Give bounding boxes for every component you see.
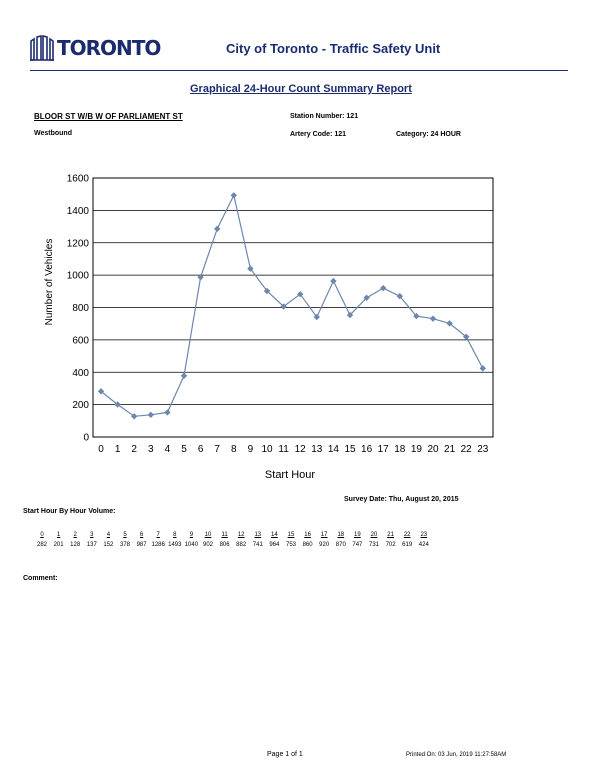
data-point — [380, 285, 386, 291]
category-label: Category: — [396, 131, 429, 138]
y-tick-label: 1000 — [66, 270, 89, 282]
y-tick-label: 600 — [72, 335, 89, 347]
series-line — [101, 195, 483, 416]
y-tick-label: 1400 — [66, 205, 89, 217]
data-point — [231, 192, 237, 198]
artery-label: Artery Code: — [290, 131, 333, 138]
station-label: Station Number: — [290, 113, 345, 120]
volume-value: 860 — [302, 542, 313, 548]
x-tick-label: 0 — [98, 444, 104, 455]
survey-date — [344, 496, 459, 503]
x-tick-label: 6 — [197, 444, 204, 455]
x-tick-label: 9 — [247, 444, 254, 455]
y-tick-label: 1600 — [66, 173, 89, 185]
x-tick-label: 13 — [311, 444, 323, 455]
x-tick-label: 14 — [327, 444, 339, 455]
volume-hour: 16 — [304, 532, 311, 538]
volume-hour: 2 — [73, 532, 77, 538]
x-tick-label: 15 — [344, 444, 356, 455]
data-point — [214, 226, 220, 232]
direction: Westbound — [34, 130, 72, 137]
volume-hour: 3 — [90, 532, 94, 538]
y-tick-labels — [67, 174, 90, 444]
volume-title: Start Hour By Hour Volume: — [23, 508, 116, 515]
volume-hour: 11 — [221, 532, 228, 538]
y-tick-label: 800 — [72, 303, 89, 314]
x-tick-label: 10 — [261, 444, 273, 455]
volume-hour: 22 — [403, 532, 411, 538]
volume-hour: 19 — [354, 532, 361, 538]
data-point — [330, 278, 336, 284]
data-point — [164, 409, 170, 415]
x-tick-labels — [98, 444, 489, 455]
data-point — [480, 365, 486, 371]
location-name: BLOOR ST W/B W OF PARLIAMENT ST — [34, 112, 183, 121]
x-tick-label: 18 — [394, 444, 406, 455]
survey-label: Survey Date: — [344, 496, 387, 503]
volume-hour: 18 — [337, 532, 345, 538]
y-tick-label: 200 — [72, 400, 89, 412]
volume-value: 282 — [36, 542, 47, 548]
x-tick-label: 17 — [377, 444, 389, 455]
volume-hour: 8 — [173, 532, 177, 538]
x-tick-label: 22 — [460, 444, 472, 455]
volume-hour: 0 — [40, 532, 44, 538]
volume-value: 902 — [202, 542, 213, 548]
volume-value: 870 — [335, 542, 346, 548]
x-tick-label: 12 — [294, 444, 306, 455]
x-tick-label: 11 — [278, 444, 289, 455]
volume-hour: 10 — [204, 532, 212, 538]
data-point — [430, 315, 436, 321]
x-tick-label: 23 — [477, 444, 489, 455]
volume-hour: 12 — [237, 532, 245, 538]
x-tick-label: 16 — [361, 444, 373, 455]
chart-grid — [93, 178, 493, 437]
volume-hour: 21 — [387, 532, 394, 538]
y-tick-label: 0 — [83, 432, 89, 444]
x-tick-label: 20 — [427, 444, 439, 455]
volume-hour: 23 — [420, 532, 428, 538]
survey-value: Thu, August 20, 2015 — [388, 496, 459, 503]
x-tick-label: 2 — [131, 444, 137, 455]
x-tick-label: 7 — [214, 444, 220, 455]
volume-hour: 9 — [189, 532, 194, 538]
y-tick-label: 1200 — [66, 238, 89, 250]
x-tick-label: 4 — [164, 444, 171, 455]
volume-value: 731 — [368, 542, 379, 548]
comment-label: Comment: — [23, 575, 58, 582]
volume-hour: 4 — [106, 532, 111, 538]
volume-value: 1493 — [168, 542, 182, 548]
category-value: 24 HOUR — [430, 131, 461, 138]
volume-value: 128 — [70, 542, 81, 548]
report-title: Graphical 24-Hour Count Summary Report — [190, 83, 412, 95]
volume-value: 137 — [86, 542, 97, 548]
volume-value: 702 — [385, 542, 396, 548]
volume-column — [413, 532, 435, 548]
volume-hour: 5 — [123, 532, 127, 538]
x-tick-label: 21 — [444, 444, 456, 455]
volume-hour: 6 — [139, 532, 144, 538]
volume-value: 201 — [53, 542, 64, 548]
volume-value: 1286 — [151, 542, 165, 548]
volume-hour: 7 — [156, 532, 160, 538]
data-point — [148, 412, 154, 418]
data-point — [181, 373, 187, 379]
volume-hour: 1 — [56, 532, 61, 538]
volume-value: 1040 — [184, 542, 199, 548]
x-tick-label: 8 — [231, 444, 237, 455]
volume-value: 987 — [136, 542, 147, 548]
volume-value: 882 — [236, 542, 247, 548]
x-tick-label: 1 — [114, 444, 121, 455]
logo-text: TORONTO — [57, 36, 161, 60]
volume-value: 964 — [269, 542, 280, 548]
y-axis-label: Number of Vehicles — [44, 238, 55, 326]
volume-value: 152 — [103, 542, 114, 548]
x-tick-label: 3 — [148, 444, 154, 455]
x-axis-label: Start Hour — [264, 469, 316, 481]
artery-value: 121 — [334, 131, 347, 138]
y-tick-label: 400 — [72, 367, 89, 379]
x-tick-label: 19 — [410, 444, 422, 455]
volume-value: 378 — [119, 542, 130, 548]
volume-hour: 20 — [370, 532, 378, 538]
printed-on: Printed On: 03 Jun, 2019 11:27:58AM — [406, 752, 507, 758]
volume-value: 424 — [418, 542, 429, 548]
station-value: 121 — [346, 113, 359, 120]
page-number: Page 1 of 1 — [267, 751, 303, 758]
volume-value: 619 — [402, 542, 413, 548]
series-points — [98, 192, 486, 419]
volume-value: 753 — [285, 542, 296, 548]
volume-value: 741 — [252, 542, 263, 548]
volume-hour: 13 — [254, 532, 262, 538]
volume-value: 747 — [352, 542, 363, 548]
x-tick-label: 5 — [181, 444, 187, 455]
volume-hour: 17 — [320, 532, 328, 538]
volume-hour: 14 — [271, 532, 278, 538]
header-title: City of Toronto - Traffic Safety Unit — [226, 41, 441, 56]
volume-hour: 15 — [287, 532, 295, 538]
volume-value: 920 — [319, 542, 330, 548]
volume-value: 806 — [219, 542, 230, 548]
